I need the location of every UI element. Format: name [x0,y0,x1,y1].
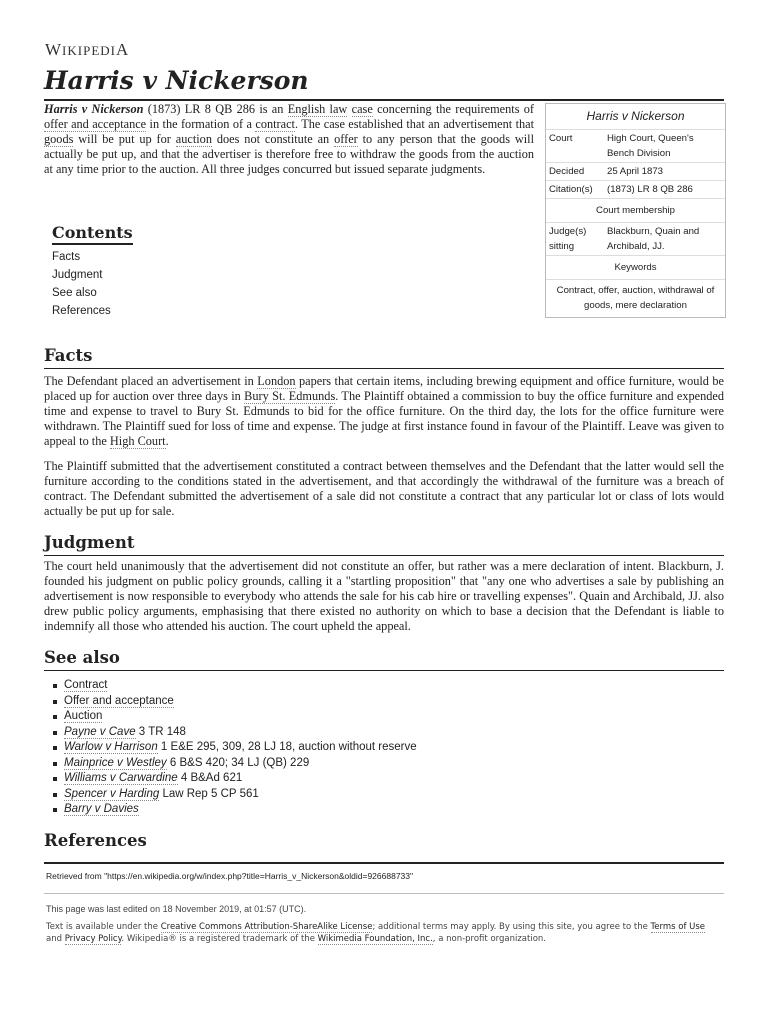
facts-paragraph-1 [44,374,724,449]
logo-first: W [45,40,63,59]
see-also-link[interactable]: Payne v Cave [64,725,136,738]
toc-item-see-also[interactable]: See also [52,287,97,299]
list-item [44,740,417,756]
facts-text: The Defendant placed an advertisement in [44,374,258,388]
see-also-link[interactable]: Auction [64,710,103,722]
lead-text: (1873) LR 8 QB 286 is an [143,102,288,116]
infobox-value: High Court, Queen's Bench Division [607,133,694,159]
list-item [44,771,417,787]
license-text [46,922,716,945]
infobox-row-judges [546,223,725,256]
toc-item-facts[interactable]: Facts [52,251,81,263]
license-fragment: and [46,933,65,944]
license-fragment: . Wikipedia® is a registered trademark of the [121,933,318,944]
link-offer-and-acceptance[interactable]: offer and acceptance [44,117,147,131]
lead-case-name: Harris v Nickerson [44,102,144,116]
license-fragment: ; additional terms may apply. By using this site, you agree to the [372,922,651,932]
see-also-link[interactable]: Williams v Carwardine [64,772,178,784]
see-also-link[interactable]: Warlow v Harrison [64,741,158,753]
section-heading-references: References [44,831,147,850]
infobox-label: Court [549,133,573,144]
infobox-value: (1873) LR 8 QB 286 [607,184,693,195]
license-fragment: Text is available under the [46,922,161,932]
lead-text: does not constitute an [211,132,335,146]
list-item [44,787,417,803]
link-offer[interactable]: offer [334,132,358,146]
link-terms-of-use[interactable]: Terms of Use [650,922,706,932]
infobox [545,103,726,318]
infobox-title: Harris v Nickerson [546,104,725,130]
lead-text: will be put up for [73,132,176,146]
toc-item-judgment[interactable]: Judgment [52,269,103,281]
infobox-value: Blackburn, Quain and Archibald, JJ. [607,226,700,252]
infobox-label: Judge(s) sitting [549,226,587,252]
lead-text: concerning the requirements of [372,102,535,116]
lead-text: to any person that the goods will actually be put up, and that the advertiser is therefore free to withdraw the goods from the auction at any time prior to the auction. All three judges concurred but issued separate judgments. [44,132,535,176]
last-edited: This page was last edited on 18 November 2019, at 01:57 (UTC). [46,904,307,914]
infobox-row-decided [546,163,725,181]
see-also-link[interactable]: Barry v Davies [64,803,139,815]
table-of-contents [52,223,133,320]
see-also-citation: 4 B&Ad 621 [177,772,243,784]
lead-text: in the formation of a [146,117,256,131]
infobox-label: Decided [549,166,585,177]
section-heading-see-also: See also [44,647,724,671]
infobox-row-citation [546,181,725,199]
facts-text: . [165,434,169,448]
lead-text [347,102,351,116]
list-item [44,725,417,741]
facts-paragraph-2: The Plaintiff submitted that the advertisement constituted a contract between themselves and the Defendant that the latter would sell the furniture according to the conditions stated in the advertisement, and that accordingly the withdrawal of the furniture was a breach of contract. The Defendant submitted the advertisement of a sale did not constitute a contract that any particular lot or class of lots would actually be put up for sale. [44,459,724,518]
link-high-court[interactable]: High Court [109,434,166,448]
infobox-section-header: Keywords [546,256,725,280]
link-contract[interactable]: contract [255,117,295,131]
list-item [44,678,417,694]
license-fragment: , a non-profit organization. [432,933,546,944]
lead-paragraph [44,102,534,177]
facts-text: papers that certain items, including brewing equipment and office furniture, would be placed up for auction over three days in [44,374,724,403]
see-also-link[interactable]: Offer and acceptance [64,694,174,707]
logo-last: A [115,40,130,59]
see-also-link[interactable]: Mainprice v Westley [64,756,167,769]
wikipedia-logo[interactable] [45,40,129,60]
lead-text: . The case established that an advertisement that [294,117,535,131]
see-also-citation: 3 TR 148 [135,725,186,738]
logo-middle: IKIPEDI [62,43,116,58]
divider [44,893,724,894]
link-english-law[interactable]: English law [287,102,348,116]
link-wikimedia-foundation[interactable]: Wikimedia Foundation, Inc. [317,933,433,944]
toc-title: Contents [52,223,133,245]
section-heading-facts: Facts [44,345,724,369]
see-also-citation: 6 B&S 420; 34 LJ (QB) 229 [166,756,310,769]
section-heading-judgment: Judgment [44,532,724,556]
link-cc-license[interactable]: Creative Commons Attribution-ShareAlike License [160,922,373,932]
link-case[interactable]: case [351,102,373,116]
list-item [44,756,417,772]
see-also-link[interactable]: Contract [64,679,108,691]
judgment-paragraph: The court held unanimously that the advertisement did not constitute an offer, but rather was a mere declaration of intent. Blackburn, J. founded his judgment on public policy grounds, calling it a "startling proposition" that "any one who advertises a sale by publishing an advertisement is now responsible to everybody who attends the sale for his cab hire or travelling expenses". Quain and Archibald, JJ. also drew public policy arguments, emphasising that there existed no authority on which to base a decision that the Defendant is liable to indemnify all those who attended his auction. The court upheld the appeal. [44,559,724,633]
see-also-list [44,678,417,818]
link-london[interactable]: London [257,374,296,388]
page-title: Harris v Nickerson [44,64,724,101]
list-item [44,694,417,710]
list-item [44,709,417,725]
retrieved-from[interactable]: Retrieved from "https://en.wikipedia.org/w/index.php?title=Harris_v_Nickerson&oldid=926688733" [46,871,414,881]
infobox-label: Citation(s) [549,184,593,195]
see-also-citation: 1 E&E 295, 309, 28 LJ 18, auction without reserve [157,741,417,753]
see-also-link[interactable]: Spencer v Harding [64,787,160,800]
toc-item-references[interactable]: References [52,305,111,317]
see-also-citation: Law Rep 5 CP 561 [159,787,259,800]
facts-text: . The Plaintiff obtained a commission to buy the office furniture and expended time and expense to travel to Bury St. Edmunds to bid for the office furniture. On the third day, the lots for the office furniture were withdrawn. The Plaintiff sued for loss of time and expense. The judge at first instance found in favour of the Plaintiff. Leave was given to appeal to the [44,389,724,448]
infobox-row-court [546,130,725,163]
infobox-value: 25 April 1873 [607,166,664,177]
infobox-keywords: Contract, offer, auction, withdrawal of goods, mere declaration [556,285,715,311]
link-goods[interactable]: goods [44,132,74,146]
divider [44,862,724,864]
link-privacy-policy[interactable]: Privacy Policy [64,933,122,944]
link-auction[interactable]: auction [175,132,212,146]
list-item [44,802,417,818]
link-bury-st-edmunds[interactable]: Bury St. Edmunds [244,389,336,403]
infobox-section-header: Court membership [546,199,725,223]
